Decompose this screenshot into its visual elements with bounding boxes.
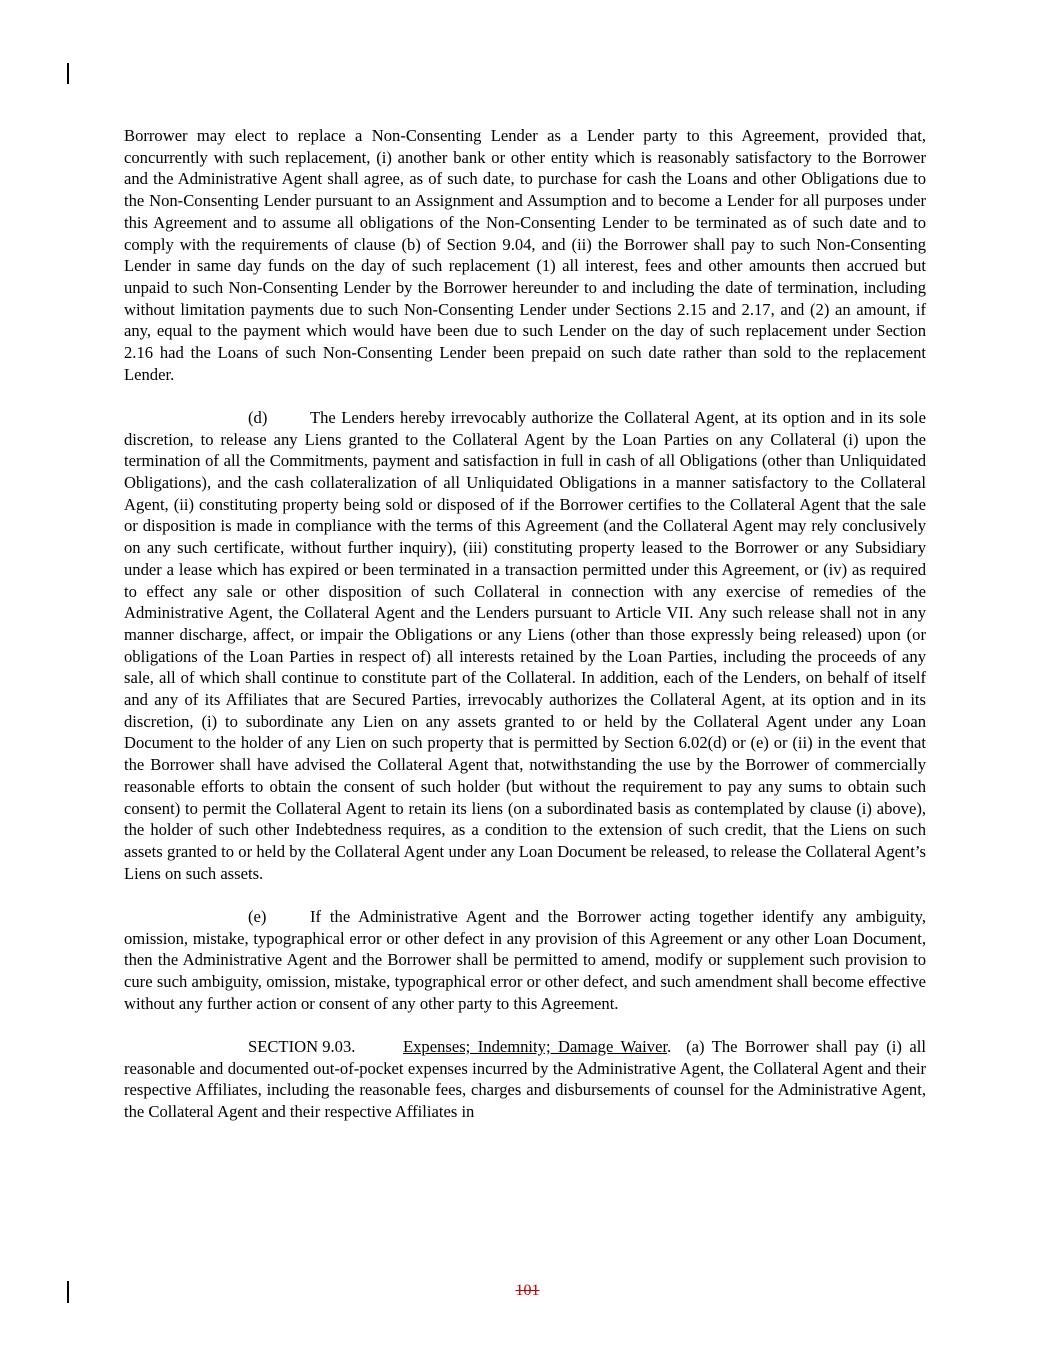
section-label: SECTION 9.03. — [248, 1036, 356, 1056]
paragraph-e-marker: (e) — [248, 906, 267, 926]
page-number: 101 — [515, 1282, 540, 1299]
paragraph-c-continuation — [124, 125, 926, 385]
document-body — [124, 125, 926, 1144]
paragraph-c-text: Borrower may elect to replace a Non-Consenting Lender as a Lender party to this Agreement, provided that, concurrently with such replacement, (i) another bank or other entity which is reasonably satisfactory to the Borrower and the Administrative Agent shall agree, as of such date, to purchase for cash the Loans and other Obligations due to the Non-Consenting Lender pursuant to an Assignment and Assumption and to become a Lender for all purposes under this Agreement and to assume all obligations of the Non-Consenting Lender to be terminated as of such date and to comply with the requirements of clause (b) of Section 9.04, and (ii) the Borrower shall pay to such Non-Consenting Lender in same day funds on the day of such replacement (1) all interest, fees and other amounts then accrued but unpaid to such Non-Consenting Lender by the Borrower hereunder to and including the date of termination, including without limitation payments due to such Non-Consenting Lender under Sections 2.15 and 2.17, and (2) an amount, if any, equal to the payment which would have been due to such Lender on the day of such replacement under Section 2.16 had the Loans of such Non-Consenting Lender been prepaid on such date rather than sold to the replacement Lender. — [124, 126, 926, 384]
paragraph-d-marker: (d) — [248, 407, 268, 427]
paragraph-e-text: If the Administrative Agent and the Borrower acting together identify any ambiguity, omission, mistake, typographical error or other defect in any provision of this Agreement or any other Loan Document, then the Administrative Agent and the Borrower shall be permitted to amend, modify or supplement such provision to cure such ambiguity, omission, mistake, typographical error or other defect, and such amendment shall become effective without any further action or consent of any other party to this Agreement. — [124, 906, 926, 1013]
section-heading-period: . — [667, 1036, 672, 1056]
paragraph-d — [124, 407, 926, 884]
paragraph-d-text: The Lenders hereby irrevocably authorize the Collateral Agent, at its option and in its sole discretion, to release any Liens granted to the Collateral Agent by the Loan Parties on any Collateral (i) upon the termination of all the Commitments, payment and satisfaction in full in cash of all Obligations (other than Unliquidated Obligations), and the cash collateralization of all Unliquidated Obligations in a manner satisfactory to the Collateral Agent, (ii) constituting property being sold or disposed of if the Borrower certifies to the Collateral Agent that the sale or disposition is made in compliance with the terms of this Agreement (and the Collateral Agent may rely conclusively on any such certificate, without further inquiry), (iii) constituting property leased to the Borrower or any Subsidiary under a lease which has expired or been terminated in a transaction permitted under this Agreement, or (iv) as required to effect any sale or other disposition of such Collateral in connection with any exercise of remedies of the Administrative Agent, the Collateral Agent and the Lenders pursuant to Article VII. Any such release shall not in any manner discharge, affect, or impair the Obligations or any Liens (other than those expressly being released) upon (or obligations of the Loan Parties in respect of) all interests retained by the Loan Parties, including the proceeds of any sale, all of which shall continue to constitute part of the Collateral. In addition, each of the Lenders, on behalf of itself and any of its Affiliates that are Secured Parties, irrevocably authorizes the Collateral Agent, at its option and in its discretion, (i) to subordinate any Lien on any assets granted to or held by the Collateral Agent under any Loan Document to the holder of any Lien on such property that is permitted by Section 6.02(d) or (e) or (ii) in the event that the Borrower shall have advised the Collateral Agent that, notwithstanding the use by the Borrower of commercially reasonable efforts to obtain the consent of such holder (but without the requirement to pay any sums to obtain such consent) to permit the Collateral Agent to retain its liens (on a subordinated basis as contemplated by clause (i) above), the holder of such other Indebtedness requires, as a condition to the extension of such credit, that the Liens on such assets granted to or held by the Collateral Agent under any Loan Document be released, to release the Collateral Agent’s Liens on such assets. — [124, 407, 926, 883]
section-9-03-text: (a) The Borrower shall pay (i) all reasonable and documented out-of-pocket expenses incurred by the Administrative Agent, the Collateral Agent and their respective Affiliates, including the reasonable fees, charges and disbursements of counsel for the Administrative Agent, the Collateral Agent and their respective Affiliates in — [124, 1036, 926, 1122]
section-9-03 — [124, 1036, 926, 1123]
revision-change-bar-top — [67, 63, 69, 84]
paragraph-e — [124, 906, 926, 1015]
section-heading: Expenses; Indemnity; Damage Waiver — [403, 1036, 668, 1056]
